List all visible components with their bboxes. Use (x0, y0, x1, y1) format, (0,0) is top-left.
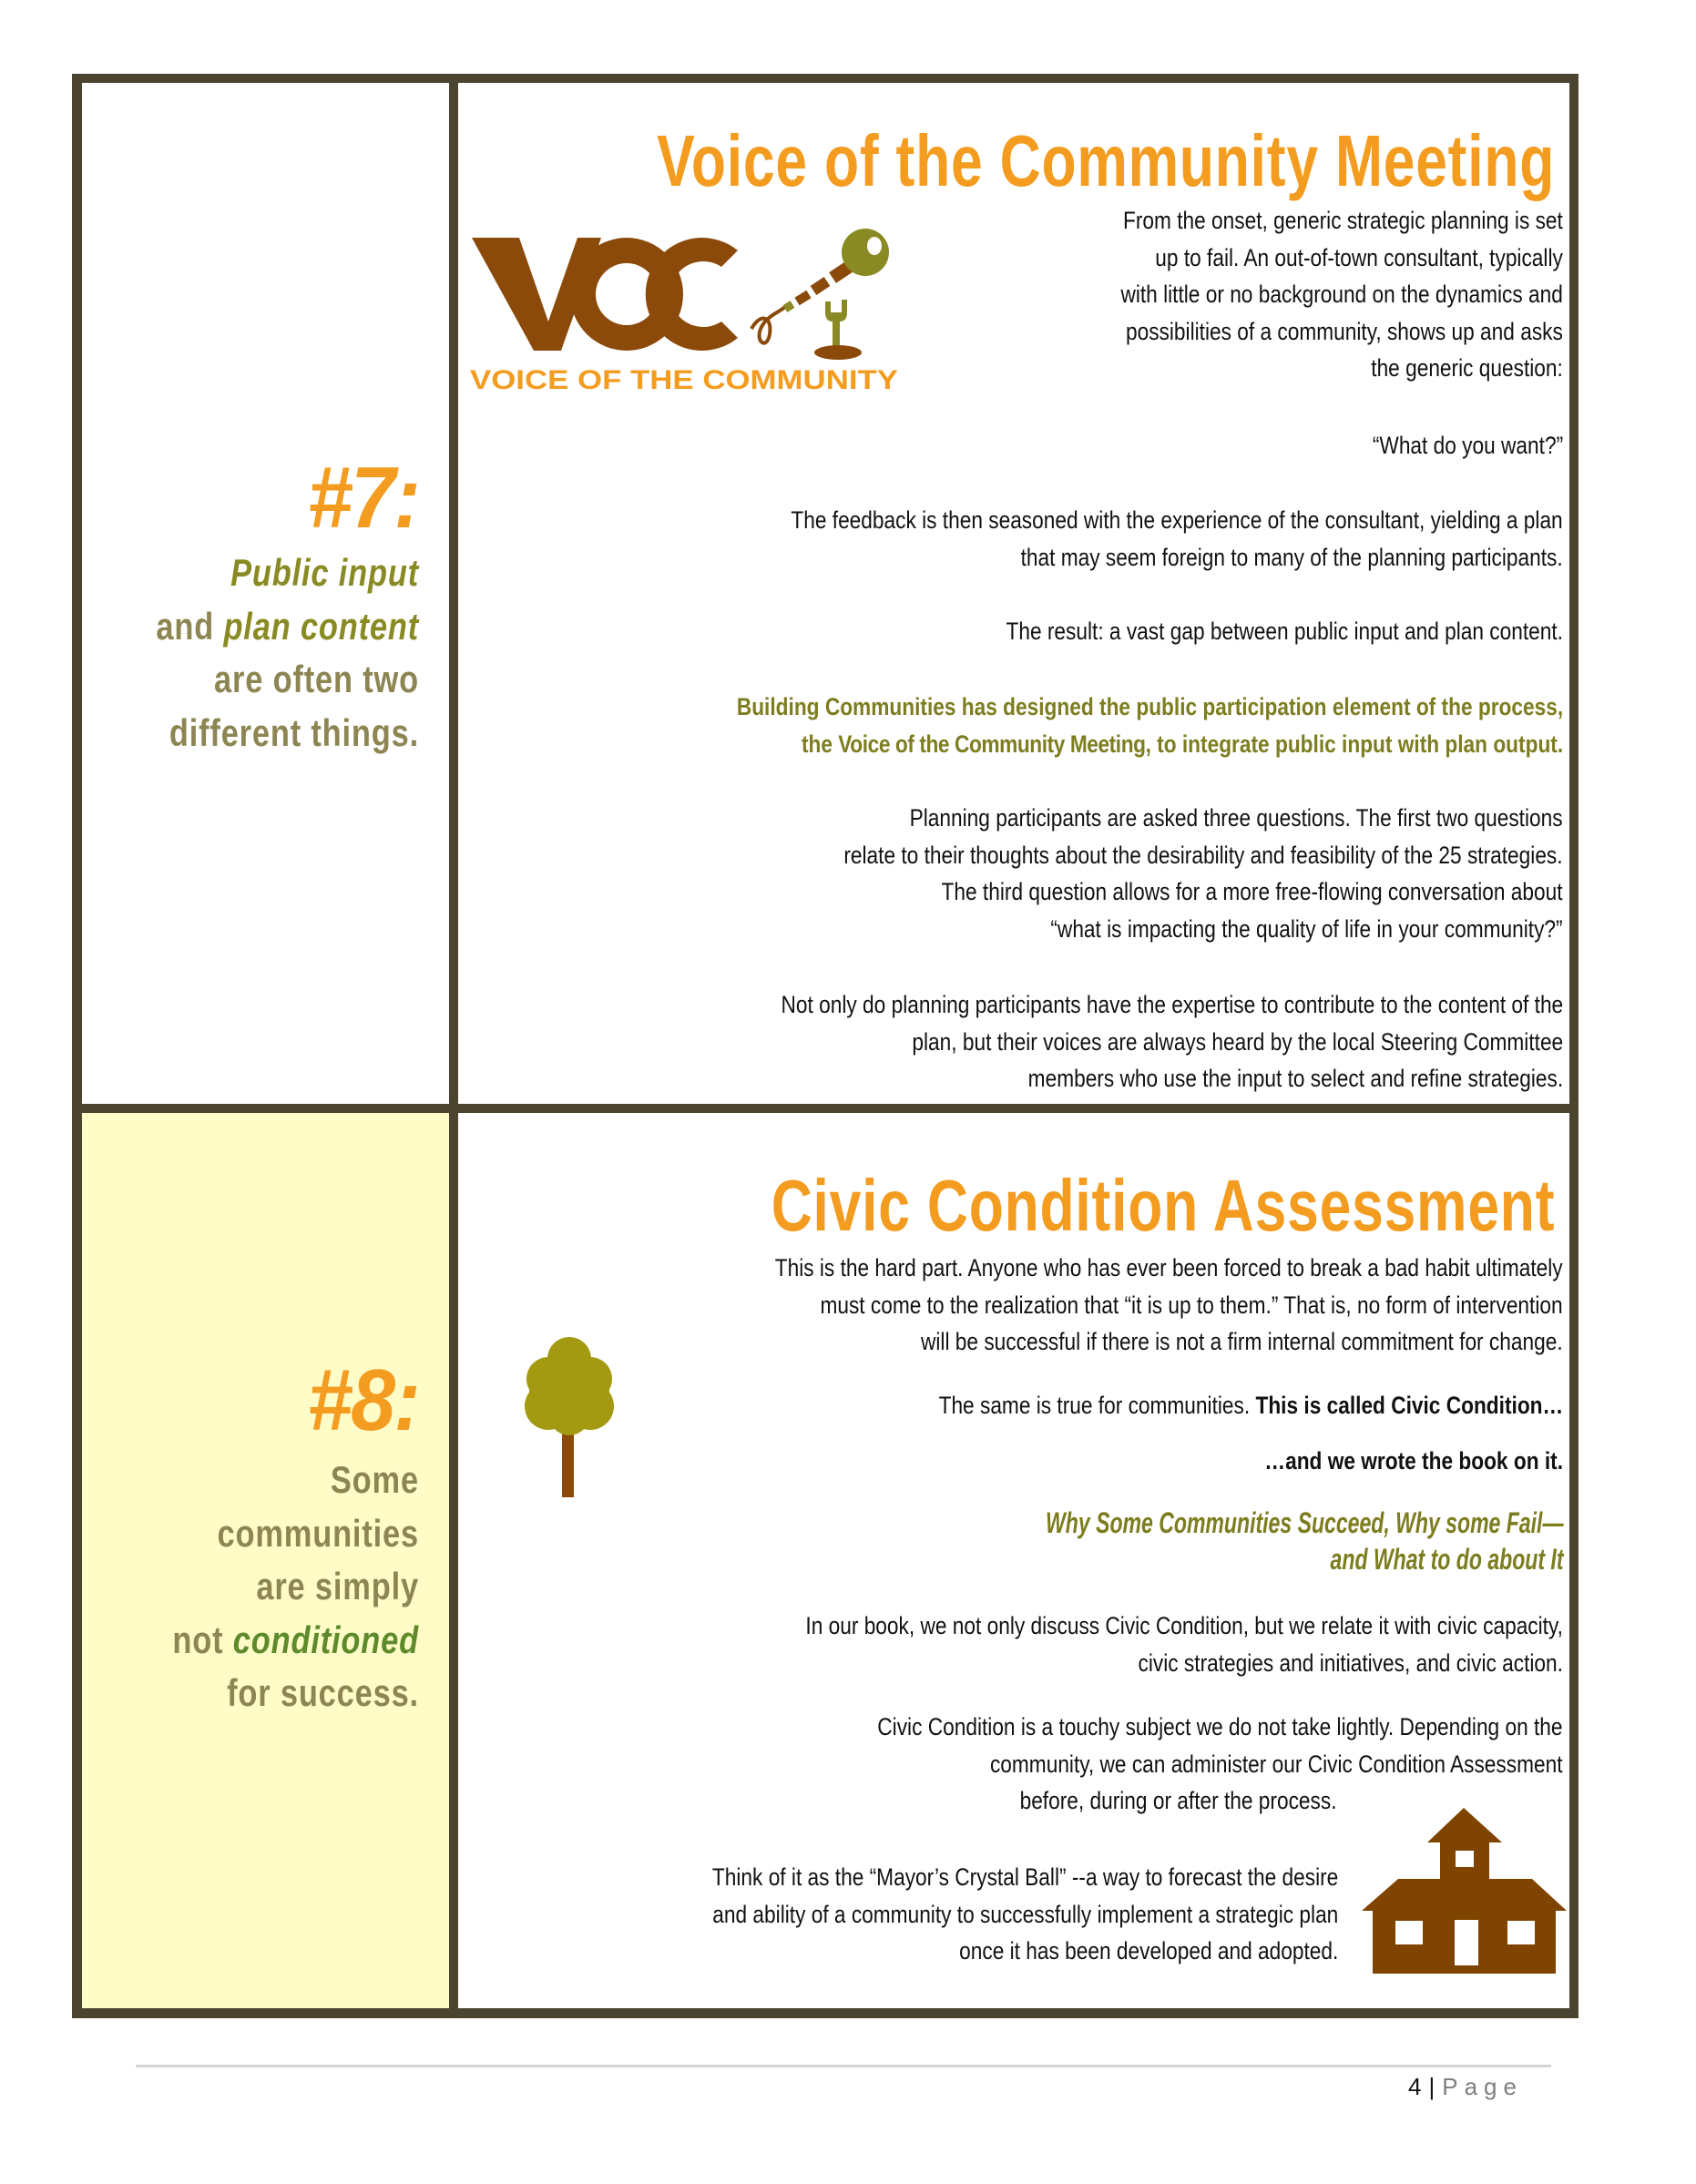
paragraph-result: The result: a vast gap between public input and plan content. (1006, 617, 1563, 645)
paragraph-same-true: The same is true for communities. This is called Civic Condition… (938, 1392, 1563, 1419)
paragraph-not-only: Not only do planning participants have the expertise to contribute to the content of the plan, but their voices are always heard by the local Steering Committee members who use the input to select and refine strategies. (781, 991, 1563, 1092)
callout-line: Public input (230, 551, 419, 594)
callout-7 (98, 449, 419, 760)
section-title-voc: Voice of the Community Meeting (656, 120, 1555, 201)
callout-line: for success. (227, 1671, 419, 1714)
tree-icon (521, 1335, 619, 1499)
section-title-civic: Civic Condition Assessment (771, 1165, 1555, 1246)
paragraph-feedback: The feedback is then seasoned with the experience of the consultant, yielding a plan that may seem foreign to many of the planning participants. (791, 506, 1563, 571)
voc-meeting-emphasis: Voice of the Community Meeting (838, 730, 1146, 758)
schoolhouse-icon (1357, 1803, 1576, 1981)
callout-8 (118, 1352, 419, 1720)
paragraph-crystal-ball: Think of it as the “Mayor’s Crystal Ball” --a way to forecast the desire and ability of a community to successfully implement a strategic plan once it has been developed and adopted. (711, 1863, 1338, 1965)
callout-number: #7: (307, 449, 419, 546)
callout-number: #8: (307, 1352, 419, 1449)
svg-text:VOICE OF THE COMMUNITY: VOICE OF THE COMMUNITY (470, 365, 898, 395)
callout-line: are simply (256, 1565, 419, 1607)
voc-logo-graphic (465, 214, 906, 401)
paragraph-wrote-book: …and we wrote the book on it. (1264, 1447, 1563, 1475)
footer-rule (136, 2065, 1551, 2067)
paragraph-hard-part: This is the hard part. Anyone who has ever been forced to break a bad habit ultimately must come to the realization that “it is up to them.” That is, no form of intervention will be successful if there is not a firm internal commitment for change. (775, 1254, 1563, 1355)
paragraph-question: “What do you want?” (1372, 432, 1563, 459)
book-title: Why Some Communities Succeed, Why some Fail— and What to do about It (1045, 1506, 1563, 1576)
paragraph-our-book: In our book, we not only discuss Civic Condition, but we relate it with civic capacity, civic strategies and initiatives, and civic action. (805, 1612, 1563, 1677)
page-number: 4 | Page (1408, 2073, 1523, 2100)
paragraph-highlight: Building Communities has designed the public participation element of the process, the Voice of the Community Meeting, to integrate public input with plan output. (736, 693, 1563, 758)
callout-line: communities (217, 1511, 419, 1555)
paragraph-three-questions: Planning participants are asked three questions. The first two questions relate to their thoughts about the desirability and feasibility of the 25 strategies. The third question allows for a more free-flowing conversation about “what is impacting the quality of life in your community?” (843, 804, 1563, 943)
paragraph-onset: From the onset, generic strategic planning is set up to fail. An out-of-town consultant, typically with little or no background on the dynamics and possibilities of a community, shows up and asks the generic question: (1120, 207, 1563, 382)
civic-condition-emphasis: This is called Civic Condition… (1255, 1392, 1563, 1419)
callout-line: are often two (214, 658, 419, 700)
callout-line: Some (330, 1458, 419, 1501)
callout-line: and plan content (156, 604, 419, 648)
paragraph-touchy-subject: Civic Condition is a touchy subject we do not take lightly. Depending on the community, we can administer our Civic Condition Assessment before, during or after the process. (877, 1713, 1563, 1814)
callout-line: different things. (169, 710, 419, 754)
voc-logo (465, 214, 906, 401)
callout-line: not conditioned (172, 1618, 419, 1661)
